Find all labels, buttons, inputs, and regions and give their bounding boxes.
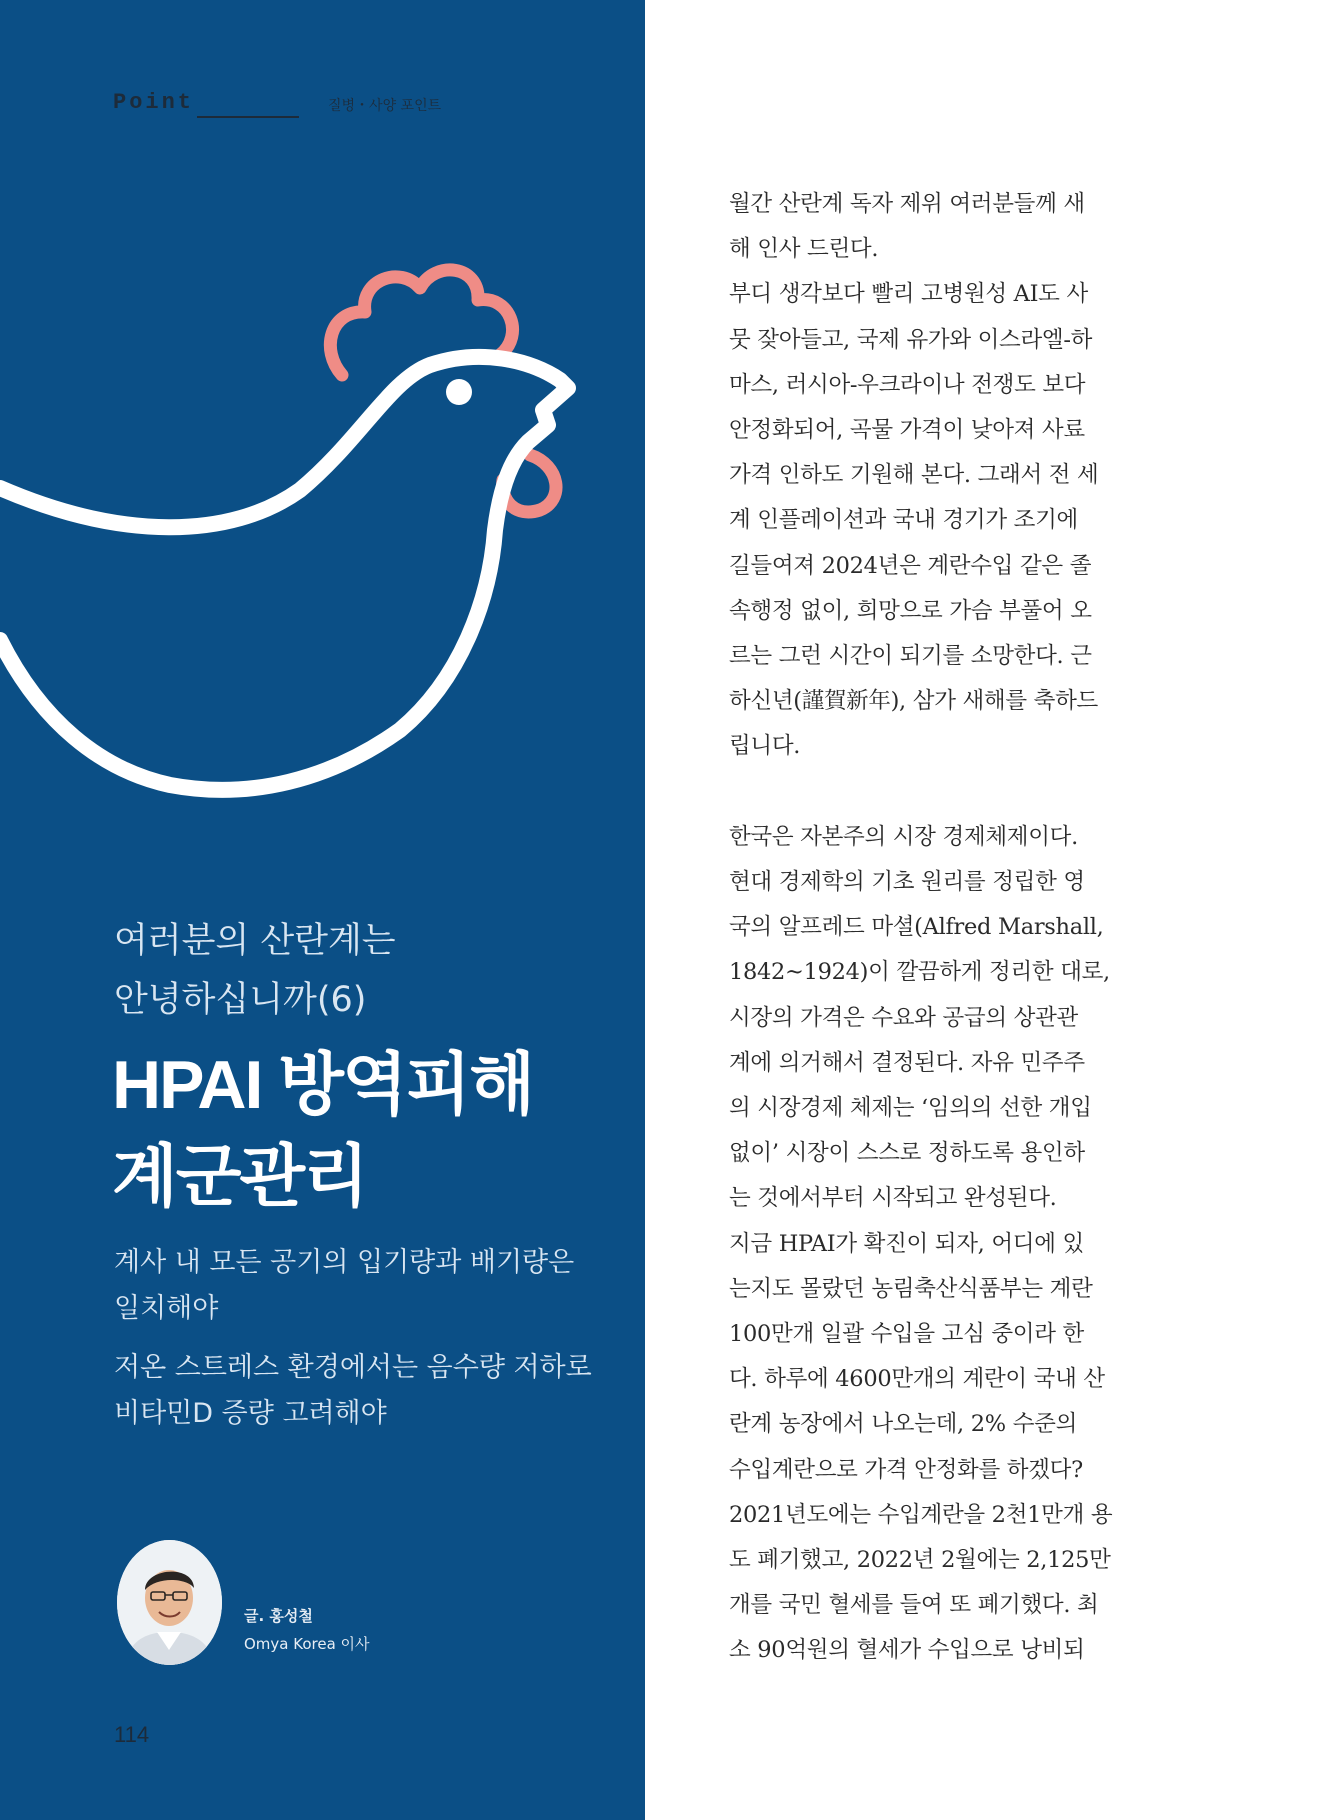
body-line: 계에 의거해서 결정된다. 자유 민주주 (729, 1049, 1085, 1076)
body-line: 하신년(謹賀新年), 삼가 새해를 축하드 (729, 688, 1098, 715)
body-line: 국의 알프레드 마셜(Alfred Marshall, (729, 914, 1104, 941)
body-line: 지금 HPAI가 확진이 되자, 어디에 있 (729, 1230, 1084, 1257)
article-body (729, 182, 1121, 1674)
body-line: 르는 그런 시간이 되기를 소망한다. 근 (729, 643, 1092, 670)
body-line: 다. 하루에 4600만개의 계란이 국내 산 (729, 1366, 1105, 1393)
body-line: 도 폐기했고, 2022년 2월에는 2,125만 (729, 1547, 1111, 1574)
body-line: 립니다. (729, 733, 801, 760)
body-line: 마스, 러시아-우크라이나 전쟁도 보다 (729, 371, 1086, 398)
body-line: 속행정 없이, 희망으로 가슴 부풀어 오 (729, 597, 1092, 624)
paragraph-gap (729, 770, 1121, 815)
body-line: 1842~1924)이 깔끔하게 정리한 대로, (729, 959, 1110, 986)
body-line: 월간 산란계 독자 제위 여러분들께 새 (729, 191, 1085, 217)
article-title-line: 계군관리 (112, 1139, 367, 1215)
body-line: 가격 인하도 기원해 본다. 그래서 전 세 (729, 462, 1099, 489)
left-cover-panel (0, 0, 645, 1820)
body-line: 시장의 가격은 수요와 공급의 상관관 (729, 1004, 1078, 1031)
body-line: 부디 생각보다 빨리 고병원성 AI도 사 (729, 281, 1088, 308)
header-divider (197, 116, 299, 118)
article-title-line: HPAI 방역피해 (112, 1047, 534, 1123)
body-line: 는지도 몰랐던 농림축산식품부는 계란 (729, 1275, 1093, 1302)
body-line: 수입계란으로 가격 안정화를 하겠다? (729, 1456, 1083, 1483)
body-line: 해 인사 드린다. (729, 236, 879, 263)
subtitle-line: 계사 내 모든 공기의 입기량과 배기량은 (114, 1247, 575, 1278)
body-line: 뭇 잦아들고, 국제 유가와 이스라엘-하 (729, 326, 1093, 353)
body-line: 란계 농장에서 나오는데, 2% 수준의 (729, 1411, 1078, 1438)
subtitle-line: 비타민D 증량 고려해야 (114, 1398, 387, 1429)
body-line: 100만개 일괄 수입을 고심 중이라 한 (729, 1321, 1084, 1348)
body-line: 계 인플레이션과 국내 경기가 조기에 (729, 507, 1078, 534)
series-title-line: 안녕하십니까(6) (114, 980, 367, 1020)
subtitle-line: 저온 스트레스 환경에서는 음수량 저하로 (114, 1352, 592, 1383)
category-label: 질병・사양 포인트 (328, 98, 442, 114)
chicken-illustration (0, 240, 645, 820)
body-line: 없이’ 시장이 스스로 정하도록 용인하 (729, 1140, 1085, 1167)
body-line: 현대 경제학의 기초 원리를 정립한 영 (729, 869, 1085, 896)
chicken-eye-icon (446, 379, 472, 405)
subtitle-line: 일치해야 (114, 1293, 219, 1324)
article-title (112, 1039, 632, 1223)
author-role: Omya Korea 이사 (244, 1635, 370, 1653)
body-line: 안정화되어, 곡물 가격이 낮아져 사료 (729, 417, 1085, 444)
paragraph-2 (729, 815, 1121, 1674)
body-line: 소 90억원의 혈세가 수입으로 낭비되 (729, 1637, 1085, 1664)
chicken-outline (0, 357, 568, 790)
body-line: 의 시장경제 체제는 ‘임의의 선한 개입 (729, 1095, 1092, 1122)
section-label: Point (113, 90, 195, 115)
series-title (114, 912, 634, 1030)
subtitle-2 (114, 1345, 634, 1437)
body-line: 는 것에서부터 시작되고 완성된다. (729, 1185, 1057, 1212)
page-number: 114 (114, 1722, 150, 1747)
author-avatar (117, 1540, 222, 1665)
body-line: 개를 국민 혈세를 들여 또 폐기했다. 최 (729, 1592, 1099, 1619)
body-line: 한국은 자본주의 시장 경제체제이다. (729, 823, 1078, 850)
series-title-line: 여러분의 산란계는 (114, 921, 396, 961)
subtitle-1 (114, 1240, 634, 1332)
paragraph-1 (729, 182, 1121, 770)
body-line: 길들여져 2024년은 계란수입 같은 졸 (729, 552, 1092, 579)
body-line: 2021년도에는 수입계란을 2천1만개 용 (729, 1501, 1113, 1528)
author-portrait-icon (117, 1540, 222, 1665)
author-name: 글. 홍성철 (244, 1607, 313, 1625)
